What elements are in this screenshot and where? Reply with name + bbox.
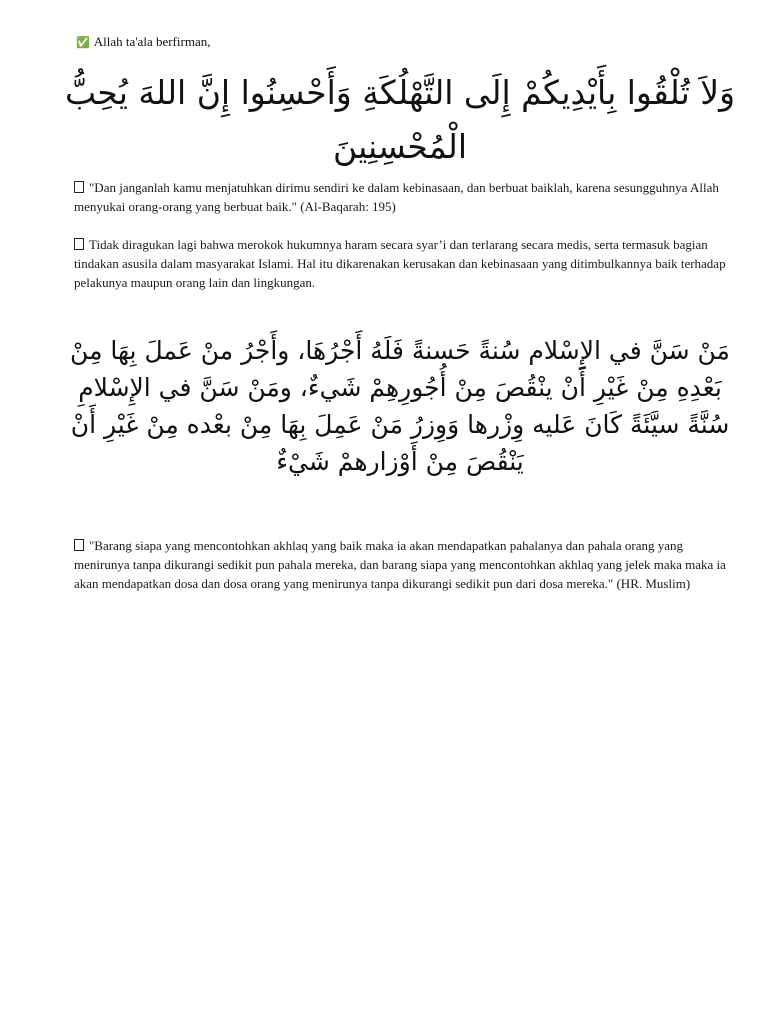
hadith-translation-text: "Barang siapa yang mencontohkan akhlaq yang baik maka ia akan mendapatkan pahalanya dan pahala orang yang menirunya tanpa dikurangi sedikit pun pahala mereka, dan barang siapa yang mencontohkan akhlaq yang jelek maka maka ia akan mendapatkan dosa dan dosa orang yang menirunya tanpa dikurangi sedikit pun dari dosa mereka." (HR. Muslim) (74, 538, 726, 591)
explanation-paragraph (74, 235, 734, 292)
arabic-quran-verse: وَلاَ تُلْقُوا بِأَيْدِيكُمْ إِلَى التَّهْلُكَةِ وَأَحْسِنُوا إِنَّ اللهَ يُحِبُّ الْمُحْسِنِينَ (64, 73, 736, 166)
verse-translation-text: "Dan janganlah kamu menjatuhkan dirimu sendiri ke dalam kebinasaan, dan berbuat baiklah, karena sesungguhnya Allah menyukai orang-orang yang berbuat baik." (Al-Baqarah: 195) (74, 180, 719, 214)
check-mark-icon: ✅ (76, 36, 90, 49)
missing-glyph-box-icon (74, 539, 84, 551)
missing-glyph-box-icon (74, 181, 84, 193)
intro-text: Allah ta'ala berfirman, (93, 34, 211, 49)
explanation-text: Tidak diragukan lagi bahwa merokok hukumnya haram secara syar’i dan terlarang secara medis, serta termasuk bagian tindakan asusila dalam masyarakat Islami. Hal itu dikarenakan kerusakan dan kebinasaan yang ditimbulkannya baik terhadap pelakunya maupun orang lain dan lingkungan. (74, 237, 726, 290)
missing-glyph-box-icon (74, 238, 84, 250)
arabic-hadith-text: مَنْ سَنَّ في الإِسْلام سُنةً حَسنةً فَلَهُ أَجْرُهَا، وأَجْرُ منْ عَملَ بِهَا مِنْ بَعْدِهِ مِنْ غَيْرِ أَنْ ينْقُصَ مِنْ أُجُورِهِمْ شَيءٌ، ومَنْ سَنَّ في الإِسْلامِ سُنَّةً سيَّئَةً كَانَ عَليه وِزْرها وَوِزرُ مَنْ عَمِلَ بِهَا مِنْ بعْده مِنْ غَيْرِ أَنْ يَنْقُصَ مِنْ أَوْزارهمْ شَيْءٌ (70, 336, 730, 476)
hadith-translation-paragraph (74, 536, 734, 593)
intro-line (76, 34, 210, 51)
verse-translation-paragraph (74, 178, 734, 216)
